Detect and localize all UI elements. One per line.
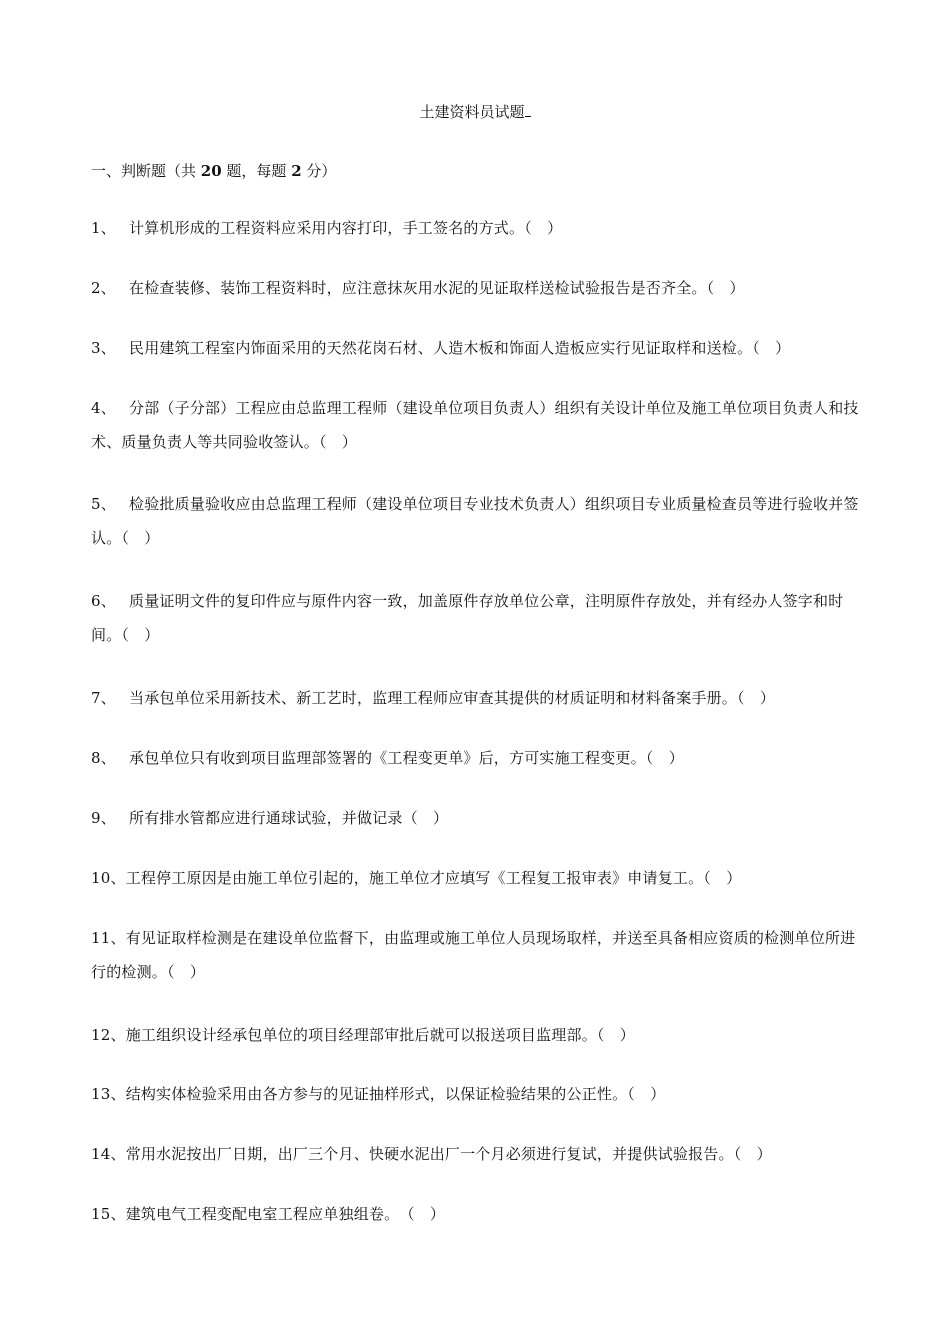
question-item xyxy=(91,211,861,245)
question-item xyxy=(91,1137,861,1171)
question-text: 所有排水管都应进行通球试验，并做记录（ ） xyxy=(129,809,449,827)
question-number: 8、 xyxy=(91,749,116,767)
question-number: 13、 xyxy=(91,1085,126,1103)
question-text: 施工组织设计经承包单位的项目经理部审批后就可以报送项目监理部。（ ） xyxy=(125,1026,635,1044)
question-item xyxy=(91,584,861,652)
section-suffix: 分） xyxy=(301,162,337,180)
question-item xyxy=(91,487,861,555)
question-number: 5、 xyxy=(91,495,116,513)
question-text: 检验批质量验收应由总监理工程师（建设单位项目专业技术负责人）组织项目专业质量检查员等进行验收并签认。（ ） xyxy=(91,495,859,547)
section-heading xyxy=(91,160,336,182)
question-item xyxy=(91,921,861,989)
document-title-text: 土建资料员试题 xyxy=(419,103,525,121)
question-item xyxy=(91,1197,861,1231)
question-number: 3、 xyxy=(91,339,116,357)
question-item xyxy=(91,861,861,895)
question-text: 建筑电气工程变配电室工程应单独组卷。 （ ） xyxy=(125,1205,446,1223)
question-text: 在检查装修、装饰工程资料时，应注意抹灰用水泥的见证取样送检试验报告是否齐全。（ ） xyxy=(129,279,745,297)
question-number: 14、 xyxy=(91,1145,126,1163)
question-text: 承包单位只有收到项目监理部签署的《工程变更单》后，方可实施工程变更。（ ） xyxy=(129,749,684,767)
section-count: 20 xyxy=(200,162,222,180)
question-text: 计算机形成的工程资料应采用内容打印，手工签名的方式。（ ） xyxy=(129,219,563,237)
question-number: 7、 xyxy=(91,689,116,707)
question-item xyxy=(91,801,861,835)
question-number: 2、 xyxy=(91,279,116,297)
question-number: 12、 xyxy=(91,1026,126,1044)
question-text: 当承包单位采用新技术、新工艺时，监理工程师应审查其提供的材质证明和材料备案手册。（ ） xyxy=(129,689,776,707)
question-item xyxy=(91,1077,861,1111)
section-middle: 题，每题 xyxy=(221,162,292,180)
question-number: 11、 xyxy=(91,929,126,947)
question-text: 有见证取样检测是在建设单位监督下，由监理或施工单位人员现场取样，并送至具备相应资质的检测单位所进行的检测。（ ） xyxy=(91,929,856,981)
question-item xyxy=(91,271,861,305)
question-text: 结构实体检验采用由各方参与的见证抽样形式，以保证检验结果的公正性。（ ） xyxy=(125,1085,666,1103)
question-text: 工程停工原因是由施工单位引起的，施工单位才应填写《工程复工报审表》申请复工。（ ） xyxy=(125,869,742,887)
question-text: 民用建筑工程室内饰面采用的天然花岗石材、人造木板和饰面人造板应实行见证取样和送检。（ ） xyxy=(129,339,791,357)
question-number: 6、 xyxy=(91,592,116,610)
question-number: 15、 xyxy=(91,1205,126,1223)
question-item xyxy=(91,741,861,775)
question-number: 9、 xyxy=(91,809,116,827)
question-item xyxy=(91,1018,861,1052)
section-prefix: 一、判断题（共 xyxy=(91,162,201,180)
document-title xyxy=(0,101,950,123)
section-points: 2 xyxy=(291,162,302,180)
question-item xyxy=(91,331,861,365)
question-number: 10、 xyxy=(91,869,126,887)
question-text: 常用水泥按出厂日期，出厂三个月、快硬水泥出厂一个月必须进行复试，并提供试验报告。（ ） xyxy=(125,1145,772,1163)
question-number: 4、 xyxy=(91,399,116,417)
question-item xyxy=(91,391,861,459)
question-text: 分部（子分部）工程应由总监理工程师（建设单位项目负责人）组织有关设计单位及施工单位项目负责人和技术、质量负责人等共同验收签认。（ ） xyxy=(91,399,859,451)
question-item xyxy=(91,681,861,715)
title-underscore xyxy=(525,115,531,117)
question-number: 1、 xyxy=(91,219,116,237)
question-text: 质量证明文件的复印件应与原件内容一致，加盖原件存放单位公章，注明原件存放处，并有经办人签字和时间。（ ） xyxy=(91,592,844,644)
